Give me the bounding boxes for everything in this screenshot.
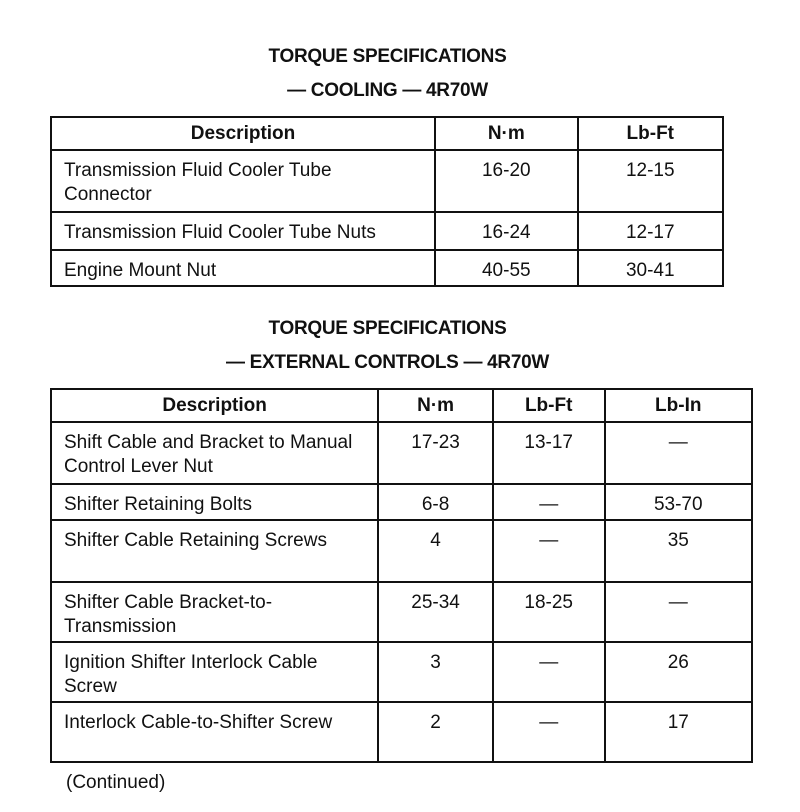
cooling-torque-table [50,116,724,287]
table-row [51,642,752,702]
header-nm: N·m [435,117,578,150]
row-nm: 17-23 [378,422,493,484]
section1-subtitle: — COOLING — 4R70W [287,80,488,101]
row-nm: 3 [378,642,493,702]
section2-subtitle: — EXTERNAL CONTROLS — 4R70W [225,352,550,373]
row-nm: 4 [378,520,493,582]
header-lbft: Lb-Ft [578,117,723,150]
row-description: Transmission Fluid Cooler Tube Nuts [51,212,435,250]
row-lbin: 35 [605,520,752,582]
row-lbft: — [493,520,605,582]
external-controls-torque-table [50,388,753,763]
row-lbft: 12-17 [578,212,723,250]
continued-note: (Continued) [66,772,166,793]
row-lbft: — [493,642,605,702]
row-lbft: — [493,702,605,762]
row-lbft: 18-25 [493,582,605,642]
header-nm: N·m [378,389,493,422]
row-description: Shift Cable and Bracket to Manual Control Lever Nut [51,422,378,484]
table-row [51,212,723,250]
row-nm: 25-34 [378,582,493,642]
table-header-row [51,389,752,422]
table-row [51,250,723,286]
table-row [51,582,752,642]
row-description: Transmission Fluid Cooler Tube Connector [51,150,435,212]
row-lbin: 53-70 [605,484,752,520]
header-description: Description [51,389,378,422]
row-lbft: — [493,484,605,520]
table-row [51,702,752,762]
row-description: Shifter Cable Bracket-to-Transmission [51,582,378,642]
section1-title: TORQUE SPECIFICATIONS [268,46,507,67]
table-row [51,422,752,484]
header-description: Description [51,117,435,150]
row-description: Shifter Cable Retaining Screws [51,520,378,582]
row-lbft: 13-17 [493,422,605,484]
row-description: Shifter Retaining Bolts [51,484,378,520]
row-nm: 2 [378,702,493,762]
row-lbft: 30-41 [578,250,723,286]
header-lbin: Lb-In [605,389,752,422]
row-description: Engine Mount Nut [51,250,435,286]
section2-title: TORQUE SPECIFICATIONS [268,318,507,339]
row-nm: 6-8 [378,484,493,520]
row-lbin: — [605,422,752,484]
row-description: Interlock Cable-to-Shifter Screw [51,702,378,762]
header-lbft: Lb-Ft [493,389,605,422]
row-lbin: 26 [605,642,752,702]
row-lbin: 17 [605,702,752,762]
table-row [51,520,752,582]
table-header-row [51,117,723,150]
row-nm: 40-55 [435,250,578,286]
row-nm: 16-24 [435,212,578,250]
table-row [51,484,752,520]
row-nm: 16-20 [435,150,578,212]
row-lbin: — [605,582,752,642]
row-lbft: 12-15 [578,150,723,212]
row-description: Ignition Shifter Interlock Cable Screw [51,642,378,702]
table-row [51,150,723,212]
